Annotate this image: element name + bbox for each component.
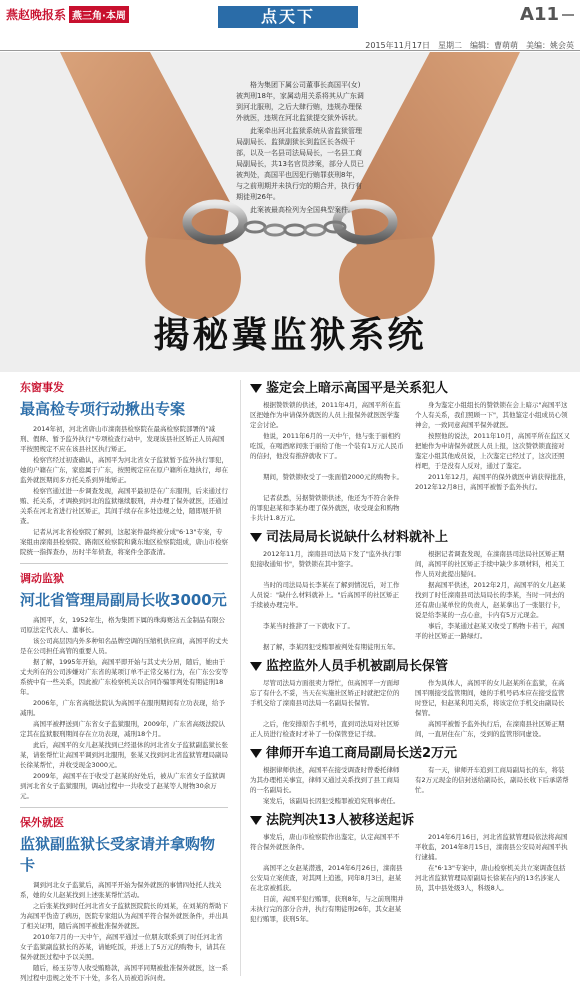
intro-paragraph: 此案被最高检列为全国典型案件。 (250, 206, 355, 214)
hero-intro (236, 80, 366, 218)
dateline: 2015年11月17日 星期二 编辑：曹萌萌 美编：姚会英 (365, 41, 574, 50)
paragraph: 有一天，律师开车追到工商局副局长的车，将装有2万元现金的信封送给副局长，副局长收下后承诺帮忙。 (415, 766, 569, 794)
brand-name: 燕赵晚报 (6, 8, 55, 22)
paragraph: 2006年，广东省高级法院认为高国平在服刑期间有立功表现，给予减刑。 (20, 699, 226, 717)
left-column (20, 375, 228, 982)
triangle-bullet-icon (250, 533, 262, 542)
paragraph: 该公司高层因内外多种知名品牌空调的压缩机供应商，高国平的丈夫是在公司担任高管的重要人员。 (20, 637, 228, 655)
masthead (6, 6, 129, 23)
paragraph: 此后，高国平的女儿赵某找到已经退休的河北省女子监狱副监狱长张某，请张帮忙让高国平调到河北服刑，张某又找到河北省监狱管理局副局长徐某帮忙，并收受现金3000元。 (20, 741, 228, 769)
paragraph: 2009年，高国平在于收受了赵某的好处后，被从广东省女子监狱调到河北省女子监狱服刑，调动过程中一共收受了赵某等人财物30余万元。 (20, 772, 226, 800)
hero-image (0, 52, 580, 372)
article-headline-text: 鉴定会上暗示高国平是关系犯人 (266, 381, 449, 396)
paragraph: 期间，赞铁锁收受了一张面值2000元的购物卡。 (263, 473, 404, 481)
paragraph: 之后，他安排原告手机号，直到司法局对社区矫正人员进行检查时才补了一份保管登记手续。 (250, 720, 400, 738)
header-rule (0, 50, 580, 51)
paragraph: 检察官通过进一步调查发现，高国平最初是在广东服刑，后来通过行贿、托关系，才调换到河北的监狱继续服刑，并办理了保外就医，还通过关系在河北省进行社区矫正，其间手续存在多处违规之处，随即展开侦查。 (20, 487, 228, 525)
article-headline (250, 377, 570, 396)
section-body (20, 424, 228, 557)
paragraph: 2012年11月，滦南县司法局下发了"监外执行罪犯接收通知书"，赞铁锁在其中签字。 (250, 550, 402, 568)
section-divider (20, 563, 228, 564)
section-headline: 河北省管理局副局长收3000元 (20, 591, 227, 609)
article-headline (250, 742, 570, 761)
paragraph: 根据记者调查发现，在滦南县司法局社区矫正期间，高国平的社区矫正手续中缺少多项材料，相关工作人员对此提出疑问。 (415, 550, 565, 578)
page-number-bar (562, 14, 574, 16)
paragraph: 之后张某找到时任河北省女子监狱医院院长的刘某，在刘某的帮助下为高国平伪造了病历，医院专家组认为高国平符合保外就医条件，并出具了相关证明，随后高国平被批准保外就医。 (20, 902, 228, 930)
paragraph: 在"6·13"专案中，唐山检察机关共立案调查包括河北省监狱管理局原副局长徐某在内的13名涉案人员，其中县处级3人，科级8人。 (415, 864, 566, 892)
article-body (250, 400, 570, 524)
article-headline-text: 司法局局长说缺什么材料就补上 (266, 530, 449, 545)
section-tag: 调动监狱 (20, 572, 64, 585)
paragraph: 据了解，1995年开始，高国平即开始与其丈夫分居，随后，她由于丈夫所在的公司涉嫌对广东省的某项订单不正常交易行为，在广东公安等系统中有一些关系，因此被广东检察机关以合同诈骗罪判处有期徒刑18年。 (20, 658, 228, 696)
page-number (520, 4, 574, 25)
paragraph: 李某当时推辞了一下就收下了。 (263, 622, 354, 630)
right-column (250, 375, 570, 979)
paragraph: 2011年12月，高国平的保外就医申请获得批准，2012年12月8日，高国平被暂予监外执行。 (415, 473, 570, 491)
section-tag: 保外就医 (20, 816, 64, 829)
paragraph: 随后，杨玉芬等人收受贿赂款，高国平同期被批准保外就医，这一系列过程中违规之处不下十处，多名人员被追诉问责。 (20, 964, 228, 982)
article-body (250, 678, 570, 740)
paragraph: 身为鉴定小组组长的赞铁锁在会上暗示"高国平这个人有关系，我们照顾一下"，其他鉴定小组成员心领神会，一致同意高国平保外就医。 (415, 401, 568, 429)
page-number-text: A11 (520, 4, 559, 25)
brand-suffix: 系 (54, 8, 67, 22)
paragraph: 调到河北女子监狱后，高国平开始为保外就医的事情四处托人找关系，她的女儿赵某找到上述张某帮忙活动。 (20, 881, 222, 899)
intro-paragraph: 此案牵出河北监狱系统从省监狱管理局副局长、监狱副狱长到监区长各级干部，以及一名县司法局局长，一名县工商局副局长，共13名官员涉案，部分人员已被判处，高国平也因犯行贿罪获刑8年，与之前刑期并未执行完的期合并，执行有期徒刑26年。 (236, 127, 364, 201)
paragraph: 案发后，该副局长因犯受贿罪被追究刑事责任。 (263, 797, 400, 805)
article-headline-text: 法院判决13人被移送起诉 (266, 813, 415, 828)
intro-paragraph: 格为集团下属公司董事长高国平(女)被判刑18年，家属动用关系将其从广东调到河北服刑，之后大肆行贿，违规办理保外就医，违规在河北监狱提交狱外诉状。 (236, 81, 364, 122)
column-divider (240, 380, 241, 976)
triangle-bullet-icon (250, 384, 262, 393)
section-body (20, 615, 228, 801)
section-body (20, 880, 228, 983)
section-headline: 监狱副监狱长受家请并拿购物卡 (20, 835, 216, 874)
section-banner: 点天下 (218, 6, 358, 28)
paragraph: 记者从河北省检察院了解到，这起案件最终被分成"6·13"专案，专案组由滦南县检察院、路南区检察院和冀东地区检察院组成，唐山市检察院统一指挥查办，历时半年侦查，将案件全部查清。 (20, 528, 228, 556)
paragraph: 尽管司法局方面很卖力帮忙，但高国平一方面却忘了有什么不妥，当天在实施社区矫正时就把定位的手机交给了滦南县司法局一名副局长保管。 (250, 679, 400, 707)
triangle-bullet-icon (250, 816, 262, 825)
paragraph: 按照他的说法，2011年10月，高国平所在监区又把她作为申请保外就医人员上报，这次赞铁锁直接对鉴定小组其他成员说，上次鉴定已经过了，这次还照样吧，于是没有人反对，通过了鉴定。 (415, 432, 570, 470)
paragraph: 当时的司法局局长李某在了解到情况后，对工作人员说："缺什么材料就补上。"后高国平的社区矫正手续被办理完毕。 (250, 581, 400, 609)
paragraph: 事发后，唐山市检察院作出鉴定，认定高国平不符合保外就医条件。 (250, 833, 400, 851)
paragraph: 2014年6月16日，河北省监狱管理局依法将高国平收监，2014年8月15日，滦南县公安局对高国平执行逮捕。 (415, 833, 568, 861)
paragraph: 作为具体人，高国平的女儿赵某所在监狱，在高国平刚接受监管期间，她的手机号码本应在接受监管时登记，但赵某利用关系，将该定位手机交由副局长保管。 (415, 679, 565, 717)
section-headline: 最高检专项行动揪出专案 (20, 400, 186, 418)
paragraph: 检察官经过初查确认，高国平为河北省女子监狱暂予监外执行罪犯，她的户籍在广东，家庭属于广东，按照规定应在原户籍所在地执行，却在监外就医期间多方托关系到异地矫正。 (20, 456, 228, 484)
article-headline (250, 526, 570, 545)
paragraph: 事后，李某通过赵某又收受了购物卡若干，高国平的社区矫正一路绿灯。 (415, 622, 565, 640)
article-body (250, 765, 570, 807)
paragraph: 记者获悉，另据赞铁锁供述，他还为不符合条件的罪犯赵某和李某办理了保外就医，收受现金和购物卡共计1.8万元。 (250, 494, 400, 522)
section-divider (20, 807, 228, 808)
paragraph: 据了解，李某因犯受贿罪被判处有期徒刑五年。 (263, 643, 400, 651)
paragraph: 高国平之女赵某潜逃，2014年6月26日，滦南县公安局立案侦查，对其网上追逃，同年8月3日，赵某在北京被抓获。 (250, 864, 403, 892)
article-headline (250, 809, 570, 828)
paragraph: 根据律师供述，高国平在接受调查时曾委托律师为其办理相关事宜，律师又通过关系找到了县工商局的一名副局长。 (250, 766, 400, 794)
paragraph: 高国平被押送到广东省女子监狱服刑，2009年，广东省高级法院认定其在监狱服刑期间存在立功表现，减刑18个月。 (20, 720, 226, 738)
paragraph: 高国平，女，1952年生，格为集团下属的珠海赛达五金制品有限公司原法定代表人、董事长。 (20, 616, 226, 634)
main-headline: 揭秘冀监狱系统 (153, 315, 427, 356)
article-headline (250, 655, 570, 674)
article-headline-text: 监控监外人员手机被副局长保管 (266, 659, 449, 674)
paragraph: 目前，高国平犯行贿罪，获刑8年，与之前刑期并未执行完的部分合并，执行有期徒刑26年，其女赵某犯行贿罪，获刑5年。 (250, 895, 404, 923)
article-body (250, 832, 570, 925)
paragraph: 他说，2011年6月的一天中午，他与张于丽相约吃饭，在喝酒席间张于丽给了他一个装有1万元人民币的信封，他没有推辞就收下了。 (250, 432, 404, 460)
article-body (250, 549, 570, 653)
paragraph: 根据赞铁锁的供述，2011年4月，高国平所在监区把她作为申请保外就医的人员上报保外就医医学鉴定会讨论。 (250, 401, 401, 429)
page-header (0, 0, 580, 36)
paragraph: 2010年7月的一天中午，高国平通过一位朋友联系到了时任河北省女子监狱副监狱长的苏某，请她吃饭，并送上了5万元的购物卡，请其在保外就医过程中予以关照。 (20, 933, 226, 961)
article-headline-text: 律师开车追工商局副局长送2万元 (266, 746, 458, 761)
brand-tag: 燕三角·本周 (69, 6, 129, 23)
section-tag: 东窗事发 (20, 381, 64, 394)
triangle-bullet-icon (250, 662, 262, 671)
paragraph: 2014年初，河北省唐山市滦南县检察院在最高检察院部署的"减刑、假释、暂予监外执行"专项检查行动中，发现该县社区矫正人员高国平按照规定不应在该县社区执行矫正。 (20, 425, 225, 453)
triangle-bullet-icon (250, 749, 262, 758)
paragraph: 高国平被暂予监外执行后，在滦南县社区矫正期间，一直居住在广东，受到的监管形同虚设。 (415, 720, 565, 738)
paragraph: 据高国平供述，2012年2月，高国平的女儿赵某找到了时任滦南县司法局局长的李某，当时一同去的还有唐山某单位的负责人，赵某拿出了一张银行卡，说是给李某的一点心意，卡内有5万元现金。 (415, 581, 566, 619)
